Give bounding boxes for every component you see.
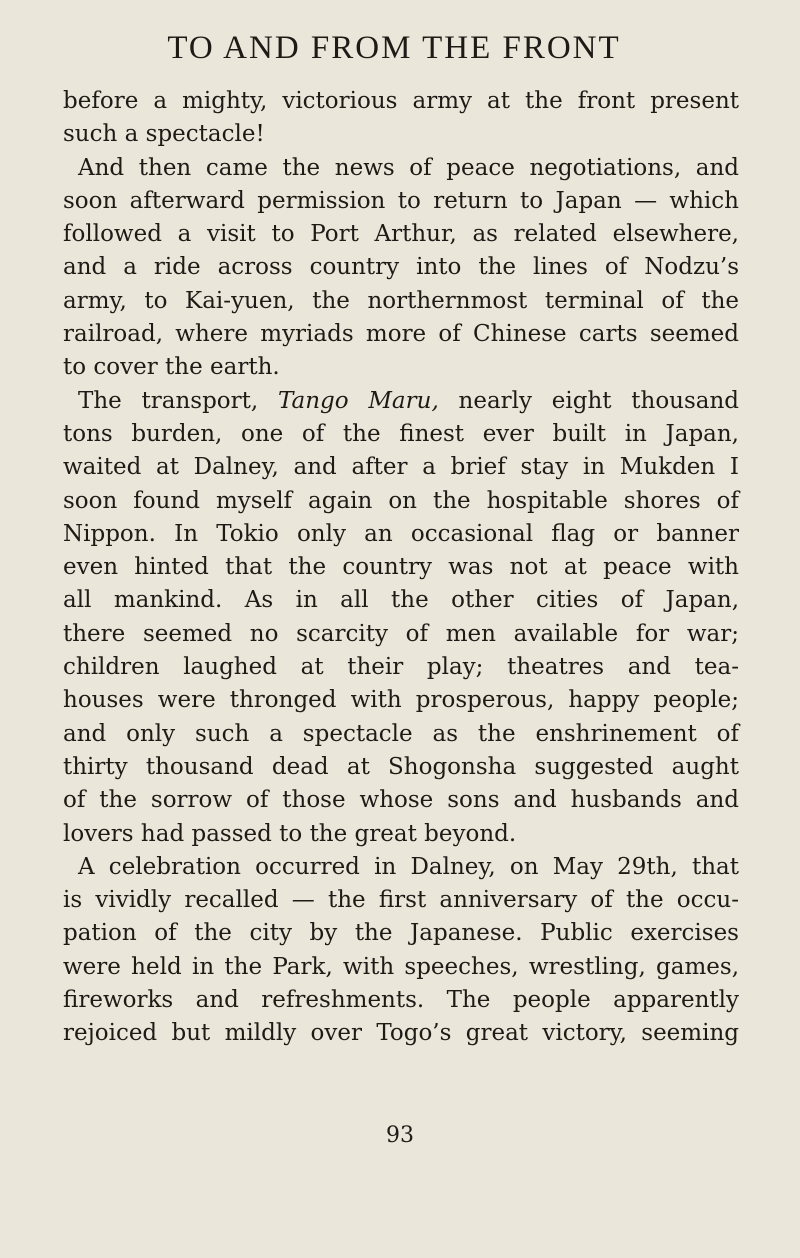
text-line: were held in the Park, with speeches, wrestling, games, [63,953,739,980]
text-line: army, to Kai-yuen, the northernmost terminal of the [63,287,739,314]
text-line-with-ship-name [63,385,739,418]
text-line: rejoiced but mildly over Togo’s great victory, seeming [63,1020,739,1047]
text-line: waited at Dalney, and after a brief stay in Mukden I [63,454,739,481]
text-line: houses were thronged with prosperous, happy people; [63,687,739,714]
text-line: such a spectacle! [63,121,265,148]
page-number: 93 [386,1123,414,1148]
text-line: lovers had passed to the great beyond. [63,820,517,847]
text-line: railroad, where myriads more of Chinese carts seemed [63,321,739,348]
text-line: A celebration occurred in Dalney, on May 29th, that [78,853,739,880]
text-line: is vividly recalled — the first anniversary of the occu- [63,887,739,914]
text-line: And then came the news of peace negotiations, and [78,154,739,181]
running-title: TO AND FROM THE FRONT [167,30,621,66]
text-line: and only such a spectacle as the enshrinement of [63,720,739,747]
text-line: even hinted that the country was not at peace with [63,554,739,581]
text-line: soon found myself again on the hospitable shores of [63,487,739,514]
text-fragment: The transport, [78,387,259,414]
text-fragment: nearly eight thousand [458,387,740,414]
text-line: tons burden, one of the finest ever built in Japan, [63,420,739,447]
text-line: to cover the earth. [63,354,280,381]
text-line: before a mighty, victorious army at the front present [63,88,739,114]
text-line: fireworks and refreshments. The people apparently [63,987,739,1014]
text-line: of the sorrow of those whose sons and husbands and [63,787,739,814]
text-line: followed a visit to Port Arthur, as related elsewhere, [63,221,739,248]
text-line: children laughed at their play; theatres and tea- [63,654,739,681]
text-line: soon afterward permission to return to Japan — which [63,187,739,214]
text-line: Nippon. In Tokio only an occasional flag or banner [63,520,739,547]
text-line: thirty thousand dead at Shogonsha suggested aught [63,753,739,780]
body-text [63,85,739,1051]
text-line: all mankind. As in all the other cities of Japan, [63,587,739,614]
ship-name: Tango Maru, [277,387,439,414]
text-line: there seemed no scarcity of men available for war; [63,620,739,647]
text-line: and a ride across country into the lines of Nodzu’s [63,254,739,281]
text-line: pation of the city by the Japanese. Public exercises [63,920,739,947]
